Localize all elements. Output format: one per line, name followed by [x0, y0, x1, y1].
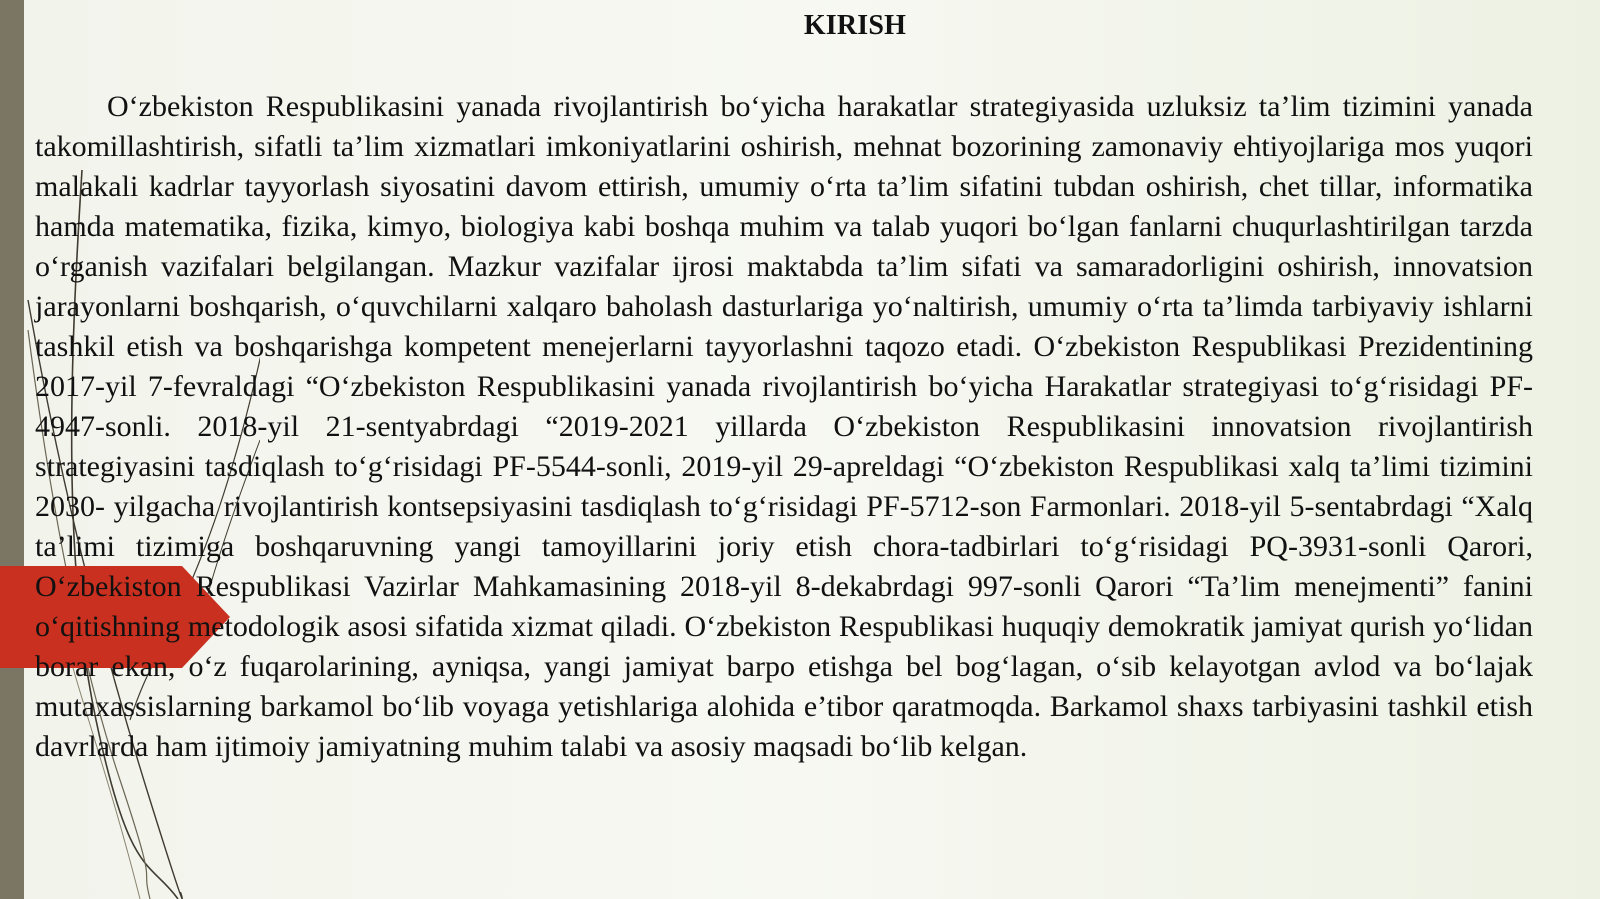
- page-title: KIRISH: [803, 10, 907, 41]
- side-bar: [0, 0, 24, 899]
- body-paragraph: O‘zbekiston Respublikasini yanada rivojlantirish bo‘yicha harakatlar strategiyasida uzluksiz ta’lim tizimini yanada takomillashtirish, sifatli ta’lim xizmatlari imkoniyatlarini oshirish, mehnat bozorining zamonaviy ehtiyojlariga mos yuqori malakali kadrlar tayyorlash siyosatini davom ettirish, umumiy o‘rta ta’lim sifatini tubdan oshirish, chet tillar, informatika hamda matematika, fizika, kimyo, biologiya kabi boshqa muhim va talab yuqori bo‘lgan fanlarni chuqurlashtirilgan tarzda o‘rganish vazifalari belgilangan. Mazkur vazifalar ijrosi maktabda ta’lim sifati va samaradorligini oshirish, innovatsion jarayonlarni boshqarish, o‘quvchilarni xalqaro baholash dasturlariga yo‘naltirish, umumiy o‘rta ta’limda tarbiyaviy ishlarni tashkil etish va boshqarishga kompetent menejerlarni tayyorlashni taqozo etadi. O‘zbekiston Respublikasi Prezidentining 2017-yil 7-fevraldagi “O‘zbekiston Respublikasini yanada rivojlantirish bo‘yicha Harakatlar strategiyasi to‘g‘risidagi PF-4947-sonli. 2018-yil 21-sentyabrdagi “2019-2021 yillarda O‘zbekiston Respublikasini innovatsion rivojlantirish strategiyasini tasdiqlash to‘g‘risidagi PF-5544-sonli, 2019-yil 29-apreldagi “O‘zbekiston Respublikasi xalq ta’limi tizimini 2030- yilgacha rivojlantirish kontsepsiyasini tasdiqlash to‘g‘risidagi PF-5712-son Farmonlari. 2018-yil 5-sentabrdagi “Xalq ta’limi tizimiga boshqaruvning yangi tamoyillarini joriy etish chora-tadbirlari to‘g‘risidagi PQ-3931-sonli Qarori, O‘zbekiston Respublikasi Vazirlar Mahkamasining 2018-yil 8-dekabrdagi 997-sonli Qarori “Ta’lim menejmenti” fanini o‘qitishning metodologik asosi sifatida xizmat qiladi. O‘zbekiston Respublikasi huquqiy demokratik jamiyat qurish yo‘lidan borar ekan, o‘z fuqarolarining, ayniqsa, yangi jamiyat barpo etishga bel bog‘lagan, o‘sib kelayotgan avlod va bo‘lajak mutaxassislarning barkamol bo‘lib voyaga yetishlariga alohida e’tibor qaratmoqda. Barkamol shaxs tarbiyasini tashkil etish davrlarda ham ijtimoiy jamiyatning muhim talabi va asosiy maqsadi bo‘lib kelgan.: [35, 90, 1533, 763]
